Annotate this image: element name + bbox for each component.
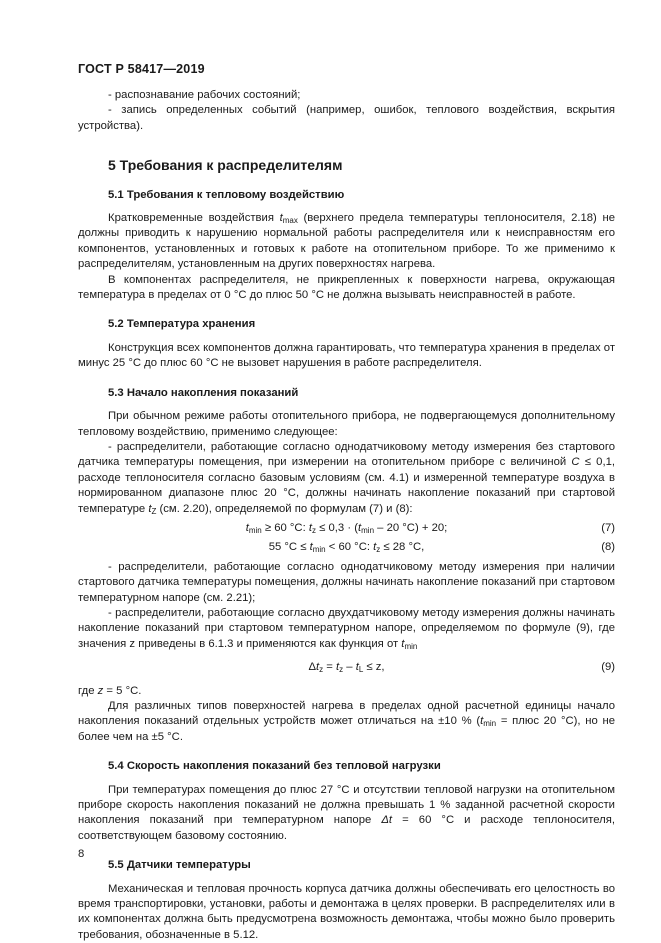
document-header: ГОСТ Р 58417—2019 [78, 62, 205, 76]
subsection-title-5-4: 5.4 Скорость накопления показаний без тепловой нагрузки [108, 760, 441, 773]
formula-number: (8) [601, 541, 615, 554]
paragraph: При обычном режиме работы отопительного прибора, не подвергающемуся дополнительному тепловому воздействию, применимо следующее: [78, 410, 615, 438]
paragraph: В компонентах распределителя, не прикрепленных к поверхности нагрева, окружающая температура в пределах от 0 °С до плюс 50 °С не должна вызывать неисправностей в работе. [78, 273, 615, 302]
subsection-title-5-2: 5.2 Температура хранения [108, 318, 256, 331]
bullet-item: - распознавание рабочих состояний; [108, 89, 301, 101]
paragraph: Для различных типов поверхностей нагрева в пределах одной расчетной единицы начало накопления показаний отдельных устройств может отличаться на ±10 % ($t_{min}$ = плюс 20 °С), но не более чем на ±5 °С. [78, 700, 615, 743]
paragraph: При температурах помещения до плюс 27 °С и отсутствии тепловой нагрузки на отопительном приборе скорость накопления показаний не должна превышать 1 % заданной расчетной скорости накопления показаний при температурном напоре Δt = 60 °С и расходе теплоносителя, соответствующем базовому состоянию. [78, 783, 615, 842]
formula-9: $\Delta t_z = t_z - t_L \le z$, (9) [308, 661, 615, 675]
subsection-title-5-3: 5.3 Начало накопления показаний [108, 386, 299, 399]
paragraph: Механическая и тепловая прочность корпуса датчика должны обеспечивать его целостность во время транспортировки, установки, работы и демонтажа в целях проверки. В распределителях или в их компонентах должна быть предусмотрена возможность демонтажа, чтобы можно было проверить требования, обозначенные в 5.12. [78, 882, 615, 941]
subsection-title-5-1: 5.1 Требования к тепловому воздействию [108, 188, 345, 201]
bullet-item: - запись определенных событий (например, ошибок, теплового воздействия, вскрытия устройства). [78, 104, 615, 132]
page-number: 8 [78, 848, 85, 860]
subsection-title-5-5: 5.5 Датчики температуры [108, 859, 251, 872]
formula-number: (7) [601, 521, 615, 534]
formula-8: 55 $^\circ С \le t_{min} < 60$ °С: $t_z \le 28$ °С, (8) [268, 541, 615, 555]
formula-7: $t_{min} \ge 60$ °С: $t_z \le 0,3 \cdot (t_{min} - 20$ °С) + 20; (7) [245, 521, 615, 535]
page-body [78, 88, 615, 943]
paragraph: Конструкция всех компонентов должна гарантировать, что температура хранения в пределах от минус 25 °С до плюс 60 °С не вызовет нарушения в работе распределителя. [78, 341, 615, 370]
bullet-item: - распределители, работающие согласно однодатчиковому методу измерения при наличии стартового датчика температуры помещения, должны начинать накопление показаний при стартовом температурном напоре (см. 2.21); [78, 560, 615, 604]
bullet-item: - распределители, работающие согласно однодатчиковому методу измерения без стартового датчика температуры помещения, при измерении на отопительном приборе с величиной C ≤ 0,1, расходе теплоносителя согласно базовым условиям (см. 4.1) и измеренной температуре воздуха в нормированном диапазоне плюс 20 °С, должны начинать накопление показаний при стартовой температуре $t_Z$ (см. 2.20), определяемой по формулам (7) и (8): [78, 440, 615, 516]
paragraph: Кратковременные воздействия $t_{max}$ (верхнего предела температуры теплоносителя, 2.18) не должны приводить к нарушению нормальной работы распределителя или к неисправностям его компонентов, установленных и готовых к работе на отопительном приборе. То же применимо к распределителям, установленным на других поверхностях нагрева. [78, 212, 615, 271]
bullet-item: - распределители, работающие согласно двухдатчиковому методу измерения должны начинать накопление показаний при стартовом температурном напоре, определяемом по формуле (9), где значения z приведены в 6.1.3 и применяются как функция от $t_{min}$ [78, 606, 615, 651]
paragraph: где z = 5 °С. [78, 684, 142, 697]
section-title: 5 Требования к распределителям [108, 157, 343, 174]
formula-number: (9) [601, 661, 615, 674]
